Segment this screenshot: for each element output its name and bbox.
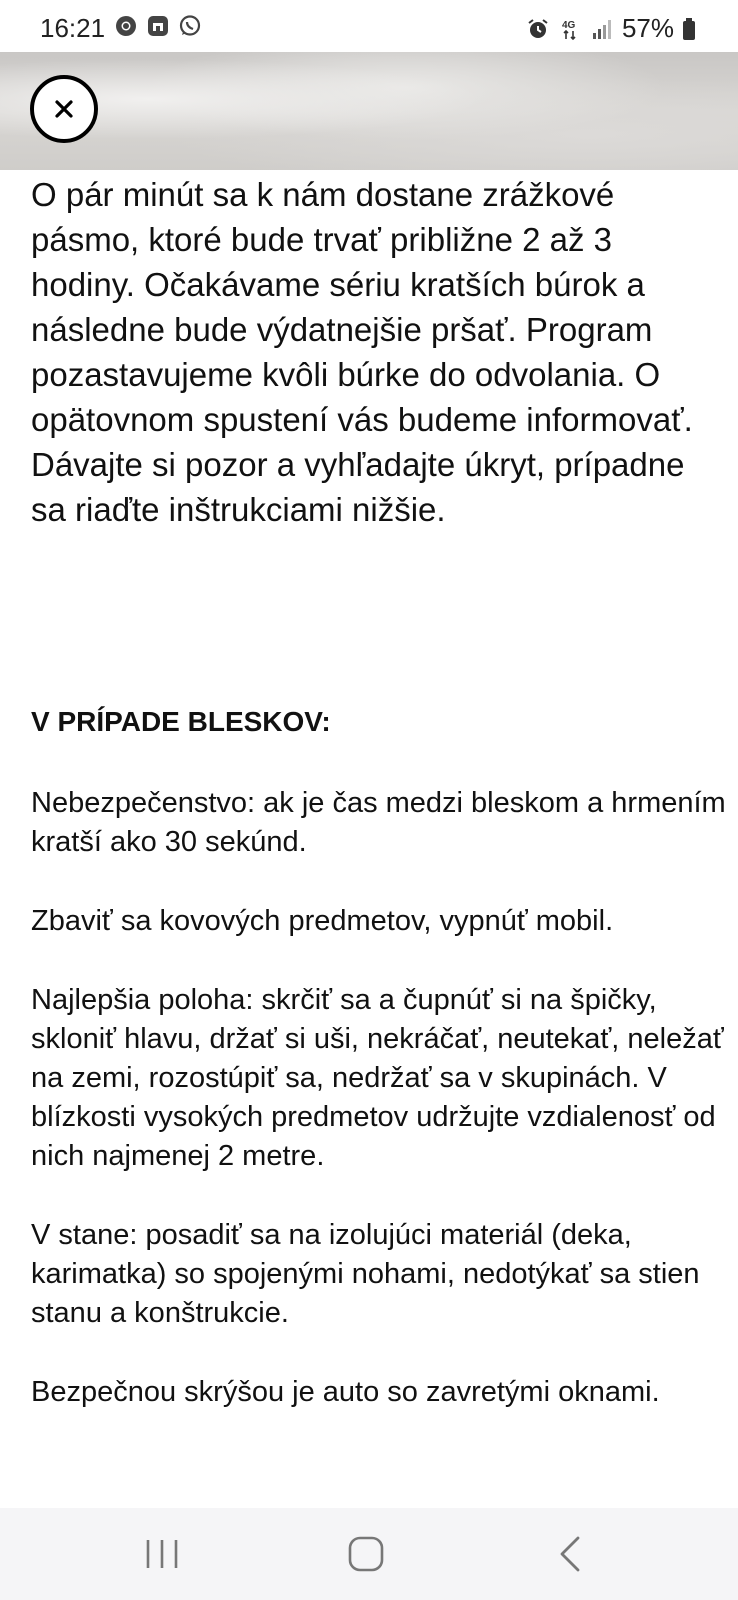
alarm-icon bbox=[526, 17, 550, 41]
notification-icons bbox=[114, 14, 202, 38]
status-bar bbox=[0, 0, 738, 52]
status-right bbox=[526, 13, 696, 44]
rule-metal-objects: Zbaviť sa kovových predmetov, vypnúť mobil. bbox=[31, 905, 614, 937]
svg-text:4G: 4G bbox=[561, 19, 576, 31]
back-icon bbox=[550, 1532, 594, 1576]
rule-best-position: Najlepšia poloha: skrčiť sa a čupnúť si na špičky, skloniť hlavu, držať si uši, nekráčať, neutekať, neležať na zemi, rozostúpiť sa, nedržať sa v skupinách. V blízkosti vysokých predmetov udržujte vzdialenosť od nich najmenej 2 metre. bbox=[31, 984, 724, 1172]
chrome-icon bbox=[114, 14, 138, 38]
battery-percent: 57% bbox=[621, 13, 674, 43]
rule-danger: Nebezpečenstvo: ak je čas medzi bleskom a hrmením kratší ako 30 sekúnd. bbox=[31, 787, 726, 858]
network-4g-icon bbox=[558, 17, 582, 41]
close-button[interactable] bbox=[30, 75, 98, 143]
home-button[interactable] bbox=[344, 1532, 388, 1576]
recent-apps-icon bbox=[140, 1532, 184, 1576]
rule-car-shelter: Bezpečnou skrýšou je auto so zavretými oknami. bbox=[31, 1376, 660, 1408]
navigation-bar bbox=[0, 1508, 738, 1600]
recent-apps-button[interactable] bbox=[140, 1532, 184, 1576]
intro-paragraph: O pár minút sa k nám dostane zrážkové pásmo, ktoré bude trvať približne 2 až 3 hodiny. Očakávame sériu kratších búrok a následne bude výdatnejšie pršať. Program pozastavujeme kvôli búrke do odvolania. O opätovnom spustení vás budeme informovať. Dávajte si pozor a vyhľadajte úkryt, prípadne sa riaďte inštrukciami nižšie. bbox=[31, 176, 693, 528]
article-content bbox=[31, 172, 721, 532]
header-image bbox=[0, 52, 738, 170]
status-time: 16:21 bbox=[40, 13, 106, 43]
rule-in-tent: V stane: posadiť sa na izolujúci materiál (deka, karimatka) so spojenými nohami, nedotýkať sa stien stanu a konštrukcie. bbox=[31, 1219, 700, 1329]
back-button[interactable] bbox=[550, 1532, 594, 1576]
lightning-rules bbox=[31, 784, 731, 1452]
store-icon bbox=[146, 14, 170, 38]
battery-icon bbox=[682, 17, 696, 41]
close-icon bbox=[53, 98, 75, 120]
home-icon bbox=[344, 1532, 388, 1576]
signal-icon bbox=[590, 17, 614, 41]
section-heading: V PRÍPADE BLESKOV: bbox=[31, 706, 331, 737]
whatsapp-icon bbox=[178, 14, 202, 38]
